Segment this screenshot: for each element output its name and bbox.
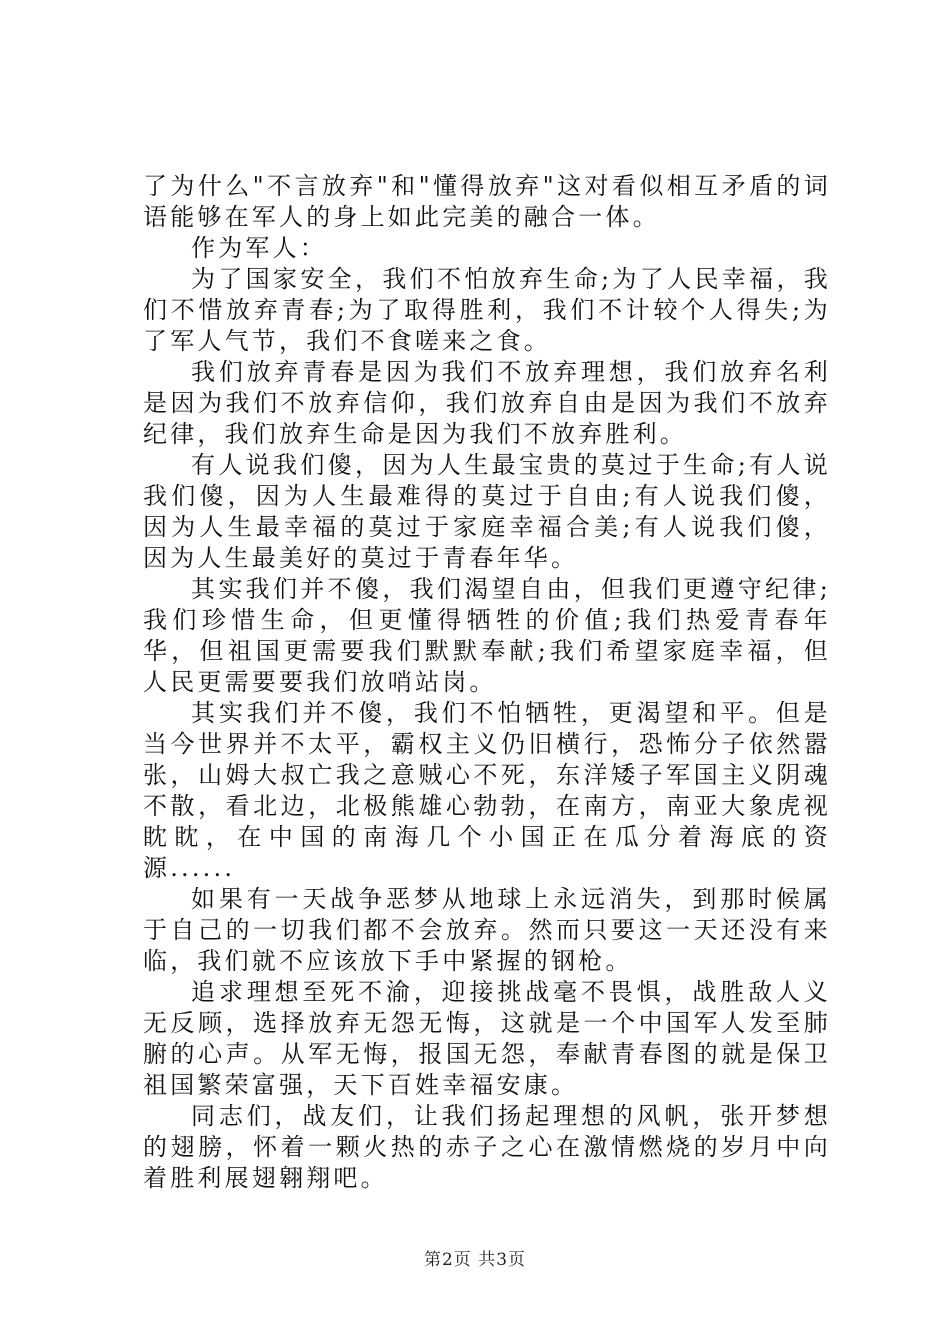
page-number-footer: 第2页 共3页 — [423, 1250, 527, 1270]
paragraph-soldier-voice: 追求理想至死不渝，迎接挑战毫不畏惧，战胜敌人义无反顾，选择放弃无怨无悔，这就是一个中国军人发至肺腑的心声。从军无悔，报国无怨，奉献青春图的就是保卫祖国繁荣富强，天下百姓幸福安康。 — [143, 978, 831, 1099]
paragraph-if-war-disappears: 如果有一天战争恶梦从地球上永远消失，到那时候属于自己的一切我们都不会放弃。然而只要这一天还没有来临，我们就不应该放下手中紧握的钢枪。 — [143, 885, 831, 975]
paragraph-not-foolish-duty: 其实我们并不傻，我们渴望自由，但我们更遵守纪律;我们珍惜生命，但更懂得牺牲的价值;我们热爱青春年华，但祖国更需要我们默默奉献;我们希望家庭幸福，但人民更需要要我们放哨站岗。 — [143, 575, 831, 696]
paragraph-world-not-peaceful: 其实我们并不傻，我们不怕牺牲，更渴望和平。但是当今世界并不太平，霸权主义仍旧横行，恐怖分子依然嚣张，山姆大叔亡我之意贼心不死，东洋矮子军国主义阴魂不散，看北边，北极熊雄心勃勃，在南方，南亚大象虎视眈眈，在中国的南海几个小国正在瓜分着海底的资源...... — [143, 699, 831, 882]
paragraph-as-soldier: 作为军人： — [191, 234, 327, 262]
paragraph-sacrifice-for-nation: 为了国家安全，我们不怕放弃生命;为了人民幸福，我们不惜放弃青春;为了取得胜利，我们不计较个人得失;为了军人气节，我们不食嗟来之食。 — [143, 265, 831, 355]
document-body — [143, 171, 831, 1194]
paragraph-closing-call: 同志们，战友们，让我们扬起理想的风帆，张开梦想的翅膀，怀着一颗火热的赤子之心在激情燃烧的岁月中向着胜利展翅翱翔吧。 — [143, 1102, 831, 1192]
paragraph-people-say-foolish: 有人说我们傻，因为人生最宝贵的莫过于生命;有人说我们傻，因为人生最难得的莫过于自由;有人说我们傻，因为人生最幸福的莫过于家庭幸福合美;有人说我们傻，因为人生最美好的莫过于青春年华。 — [143, 451, 831, 572]
paragraph-what-we-give-up: 我们放弃青春是因为我们不放弃理想，我们放弃名利是因为我们不放弃信仰，我们放弃自由是因为我们不放弃纪律，我们放弃生命是因为我们不放弃胜利。 — [143, 358, 831, 448]
paragraph-continuation: 了为什么"不言放弃"和"懂得放弃"这对看似相互矛盾的词语能够在军人的身上如此完美的融合一体。 — [143, 172, 831, 231]
